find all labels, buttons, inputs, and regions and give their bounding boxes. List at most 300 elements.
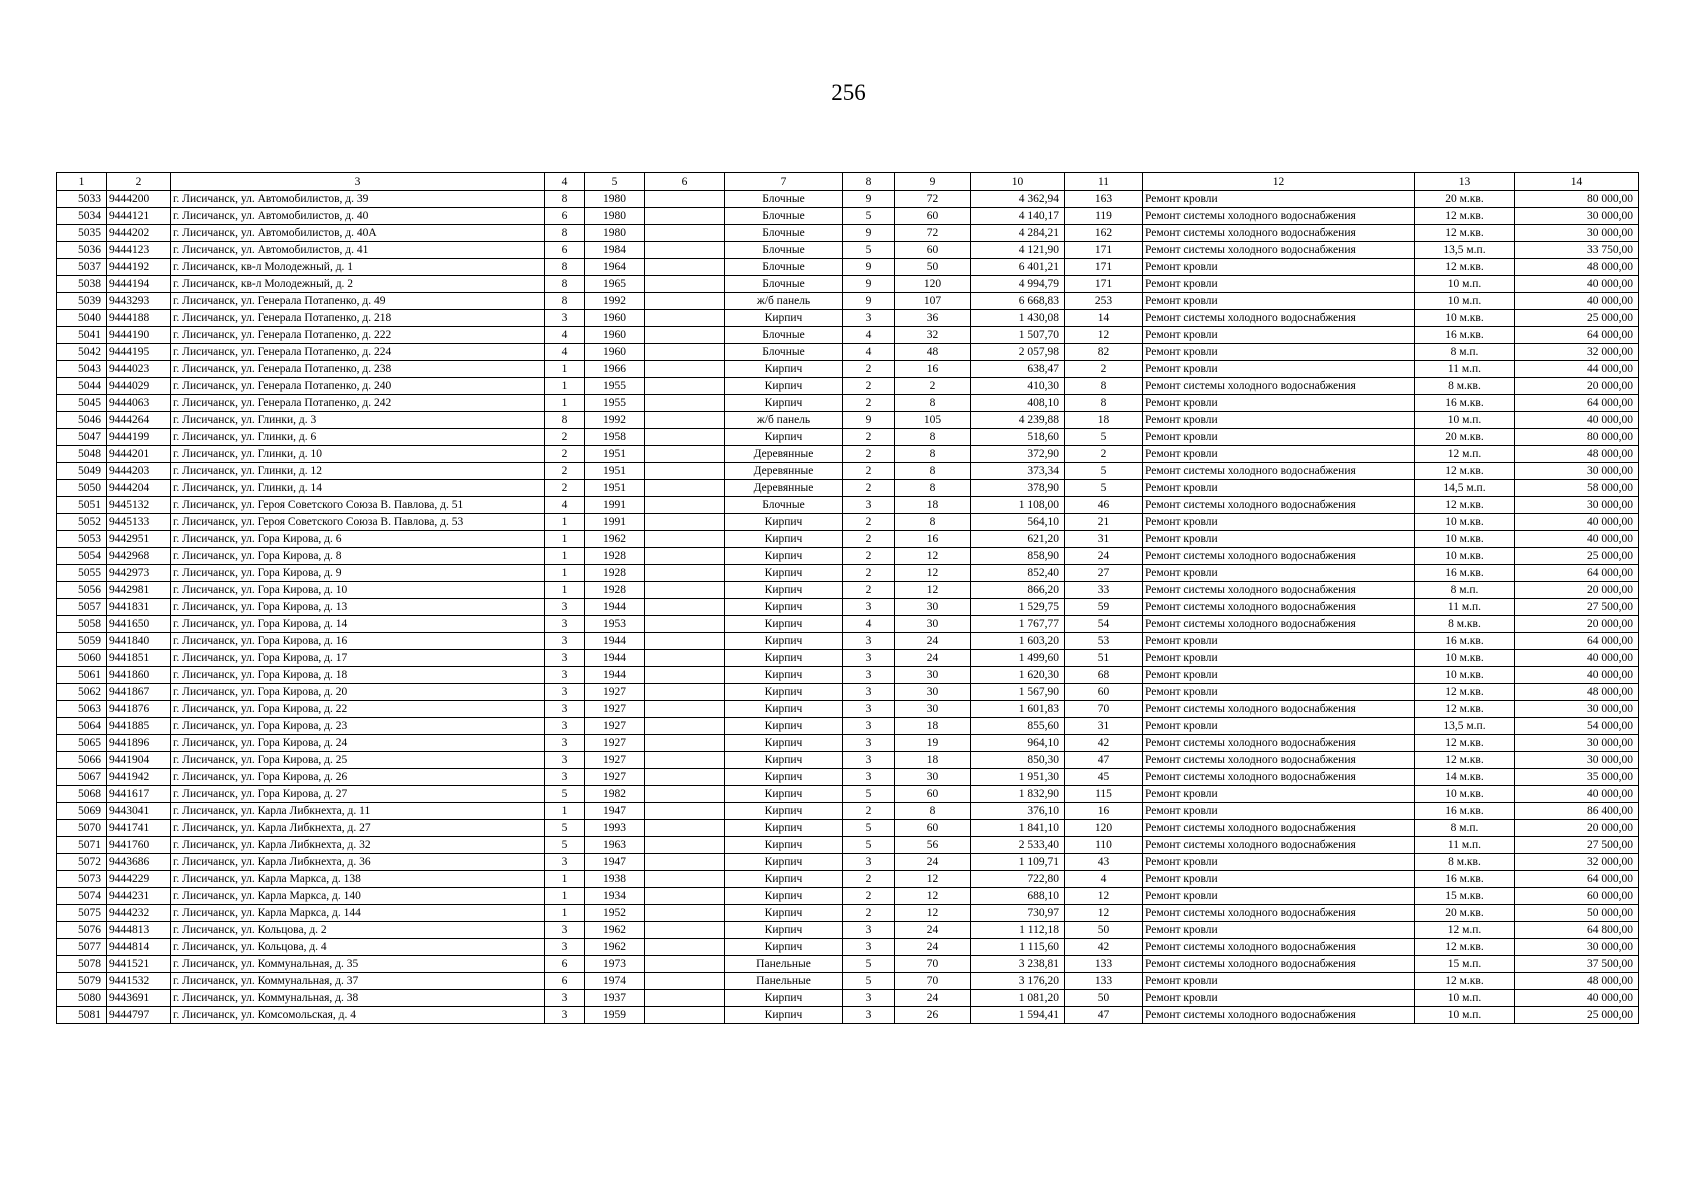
row-index-cell: 5046 — [57, 412, 107, 429]
apartments-cell: 30 — [895, 599, 971, 616]
repair-volume-cell: 10 м.п. — [1415, 276, 1515, 293]
floors-count-cell: 3 — [545, 718, 585, 735]
address-cell: г. Лисичанск, ул. Карла Маркса, д. 138 — [171, 871, 545, 888]
year-built-cell: 1992 — [585, 293, 645, 310]
apartments-cell: 70 — [895, 956, 971, 973]
residents-cell: 4 — [1065, 871, 1143, 888]
area-cell: 866,20 — [971, 582, 1065, 599]
wall-material-cell: Деревянные — [725, 463, 843, 480]
empty-col-cell — [645, 565, 725, 582]
address-cell: г. Лисичанск, ул. Генерала Потапенко, д. 49 — [171, 293, 545, 310]
empty-col-cell — [645, 225, 725, 242]
repair-cost-cell: 40 000,00 — [1515, 531, 1639, 548]
repair-volume-cell: 12 м.кв. — [1415, 701, 1515, 718]
building-code-cell: 9441876 — [107, 701, 171, 718]
row-index-cell: 5075 — [57, 905, 107, 922]
area-cell: 858,90 — [971, 548, 1065, 565]
building-code-cell: 9444063 — [107, 395, 171, 412]
year-built-cell: 1955 — [585, 395, 645, 412]
row-index-cell: 5061 — [57, 667, 107, 684]
floors-count-cell: 2 — [545, 446, 585, 463]
year-built-cell: 1962 — [585, 922, 645, 939]
storeys-cell: 2 — [843, 463, 895, 480]
table-row — [57, 463, 1639, 480]
building-code-cell: 9443686 — [107, 854, 171, 871]
table-row — [57, 429, 1639, 446]
empty-col-cell — [645, 752, 725, 769]
address-cell: г. Лисичанск, ул. Глинки, д. 12 — [171, 463, 545, 480]
empty-col-cell — [645, 191, 725, 208]
residents-cell: 115 — [1065, 786, 1143, 803]
empty-col-cell — [645, 956, 725, 973]
area-cell: 1 767,77 — [971, 616, 1065, 633]
empty-col-cell — [645, 837, 725, 854]
wall-material-cell: Блочные — [725, 276, 843, 293]
year-built-cell: 1958 — [585, 429, 645, 446]
repair-cost-cell: 32 000,00 — [1515, 854, 1639, 871]
repair-type-cell: Ремонт системы холодного водоснабжения — [1143, 225, 1415, 242]
residents-cell: 60 — [1065, 684, 1143, 701]
year-built-cell: 1993 — [585, 820, 645, 837]
wall-material-cell: Кирпич — [725, 650, 843, 667]
repair-volume-cell: 12 м.кв. — [1415, 752, 1515, 769]
residents-cell: 119 — [1065, 208, 1143, 225]
repair-cost-cell: 40 000,00 — [1515, 412, 1639, 429]
building-code-cell: 9444202 — [107, 225, 171, 242]
table-row — [57, 208, 1639, 225]
repair-cost-cell: 30 000,00 — [1515, 735, 1639, 752]
wall-material-cell: Блочные — [725, 259, 843, 276]
storeys-cell: 3 — [843, 939, 895, 956]
address-cell: г. Лисичанск, ул. Коммунальная, д. 38 — [171, 990, 545, 1007]
repair-type-cell: Ремонт системы холодного водоснабжения — [1143, 548, 1415, 565]
row-index-cell: 5043 — [57, 361, 107, 378]
wall-material-cell: Кирпич — [725, 752, 843, 769]
storeys-cell: 2 — [843, 565, 895, 582]
floors-count-cell: 1 — [545, 395, 585, 412]
table-row — [57, 837, 1639, 854]
row-index-cell: 5048 — [57, 446, 107, 463]
area-cell: 1 951,30 — [971, 769, 1065, 786]
wall-material-cell: Панельные — [725, 973, 843, 990]
row-index-cell: 5040 — [57, 310, 107, 327]
apartments-cell: 24 — [895, 650, 971, 667]
storeys-cell: 3 — [843, 310, 895, 327]
apartments-cell: 8 — [895, 480, 971, 497]
wall-material-cell: ж/б панель — [725, 412, 843, 429]
address-cell: г. Лисичанск, ул. Гора Кирова, д. 18 — [171, 667, 545, 684]
repair-volume-cell: 12 м.кв. — [1415, 735, 1515, 752]
repair-type-cell: Ремонт кровли — [1143, 888, 1415, 905]
row-index-cell: 5036 — [57, 242, 107, 259]
wall-material-cell: Кирпич — [725, 565, 843, 582]
address-cell: г. Лисичанск, ул. Гора Кирова, д. 16 — [171, 633, 545, 650]
address-cell: г. Лисичанск, ул. Коммунальная, д. 35 — [171, 956, 545, 973]
floors-count-cell: 2 — [545, 463, 585, 480]
building-code-cell: 9443691 — [107, 990, 171, 1007]
apartments-cell: 70 — [895, 973, 971, 990]
building-code-cell: 9444194 — [107, 276, 171, 293]
repair-cost-cell: 33 750,00 — [1515, 242, 1639, 259]
floors-count-cell: 4 — [545, 327, 585, 344]
residents-cell: 59 — [1065, 599, 1143, 616]
repair-type-cell: Ремонт системы холодного водоснабжения — [1143, 616, 1415, 633]
row-index-cell: 5050 — [57, 480, 107, 497]
residents-cell: 46 — [1065, 497, 1143, 514]
address-cell: г. Лисичанск, ул. Карла Либкнехта, д. 36 — [171, 854, 545, 871]
apartments-cell: 30 — [895, 769, 971, 786]
row-index-cell: 5065 — [57, 735, 107, 752]
wall-material-cell: Кирпич — [725, 514, 843, 531]
floors-count-cell: 3 — [545, 633, 585, 650]
wall-material-cell: Блочные — [725, 242, 843, 259]
year-built-cell: 1951 — [585, 446, 645, 463]
address-cell: г. Лисичанск, ул. Карла Маркса, д. 140 — [171, 888, 545, 905]
apartments-cell: 30 — [895, 616, 971, 633]
empty-col-cell — [645, 548, 725, 565]
column-header: 12 — [1143, 173, 1415, 191]
apartments-cell: 60 — [895, 208, 971, 225]
storeys-cell: 9 — [843, 412, 895, 429]
address-cell: г. Лисичанск, ул. Героя Советского Союза В. Павлова, д. 51 — [171, 497, 545, 514]
storeys-cell: 3 — [843, 599, 895, 616]
wall-material-cell: Блочные — [725, 191, 843, 208]
row-index-cell: 5039 — [57, 293, 107, 310]
repair-volume-cell: 8 м.п. — [1415, 344, 1515, 361]
empty-col-cell — [645, 480, 725, 497]
year-built-cell: 1973 — [585, 956, 645, 973]
address-cell: г. Лисичанск, ул. Генерала Потапенко, д. 222 — [171, 327, 545, 344]
address-cell: г. Лисичанск, ул. Кольцова, д. 2 — [171, 922, 545, 939]
table-row — [57, 803, 1639, 820]
storeys-cell: 9 — [843, 276, 895, 293]
repair-type-cell: Ремонт системы холодного водоснабжения — [1143, 378, 1415, 395]
area-cell: 638,47 — [971, 361, 1065, 378]
repair-volume-cell: 8 м.кв. — [1415, 854, 1515, 871]
row-index-cell: 5033 — [57, 191, 107, 208]
storeys-cell: 2 — [843, 361, 895, 378]
floors-count-cell: 3 — [545, 922, 585, 939]
repair-type-cell: Ремонт кровли — [1143, 395, 1415, 412]
row-index-cell: 5081 — [57, 1007, 107, 1024]
area-cell: 4 362,94 — [971, 191, 1065, 208]
table-row — [57, 701, 1639, 718]
repair-type-cell: Ремонт системы холодного водоснабжения — [1143, 599, 1415, 616]
table-row — [57, 633, 1639, 650]
area-cell: 1 108,00 — [971, 497, 1065, 514]
row-index-cell: 5042 — [57, 344, 107, 361]
wall-material-cell: Кирпич — [725, 803, 843, 820]
apartments-cell: 2 — [895, 378, 971, 395]
floors-count-cell: 3 — [545, 854, 585, 871]
floors-count-cell: 1 — [545, 531, 585, 548]
address-cell: г. Лисичанск, ул. Гора Кирова, д. 25 — [171, 752, 545, 769]
floors-count-cell: 3 — [545, 939, 585, 956]
repair-cost-cell: 48 000,00 — [1515, 684, 1639, 701]
address-cell: г. Лисичанск, ул. Глинки, д. 14 — [171, 480, 545, 497]
address-cell: г. Лисичанск, ул. Гора Кирова, д. 20 — [171, 684, 545, 701]
building-code-cell: 9444232 — [107, 905, 171, 922]
repair-cost-cell: 80 000,00 — [1515, 429, 1639, 446]
apartments-cell: 56 — [895, 837, 971, 854]
empty-col-cell — [645, 871, 725, 888]
row-index-cell: 5077 — [57, 939, 107, 956]
year-built-cell: 1947 — [585, 803, 645, 820]
year-built-cell: 1962 — [585, 531, 645, 548]
wall-material-cell: Кирпич — [725, 735, 843, 752]
repair-volume-cell: 16 м.кв. — [1415, 871, 1515, 888]
storeys-cell: 5 — [843, 956, 895, 973]
table-row — [57, 888, 1639, 905]
repair-type-cell: Ремонт кровли — [1143, 633, 1415, 650]
address-cell: г. Лисичанск, ул. Карла Маркса, д. 144 — [171, 905, 545, 922]
repair-type-cell: Ремонт кровли — [1143, 327, 1415, 344]
year-built-cell: 1928 — [585, 582, 645, 599]
storeys-cell: 4 — [843, 344, 895, 361]
building-code-cell: 9443041 — [107, 803, 171, 820]
repair-volume-cell: 12 м.кв. — [1415, 208, 1515, 225]
repair-cost-cell: 64 800,00 — [1515, 922, 1639, 939]
area-cell: 1 567,90 — [971, 684, 1065, 701]
empty-col-cell — [645, 939, 725, 956]
address-cell: г. Лисичанск, ул. Гора Кирова, д. 8 — [171, 548, 545, 565]
repair-type-cell: Ремонт кровли — [1143, 361, 1415, 378]
housing-repair-table — [56, 172, 1639, 1024]
table-row — [57, 735, 1639, 752]
apartments-cell: 50 — [895, 259, 971, 276]
wall-material-cell: Кирпич — [725, 1007, 843, 1024]
building-code-cell: 9441760 — [107, 837, 171, 854]
empty-col-cell — [645, 446, 725, 463]
empty-col-cell — [645, 344, 725, 361]
repair-volume-cell: 16 м.кв. — [1415, 803, 1515, 820]
storeys-cell: 9 — [843, 293, 895, 310]
address-cell: г. Лисичанск, ул. Гора Кирова, д. 13 — [171, 599, 545, 616]
repair-cost-cell: 50 000,00 — [1515, 905, 1639, 922]
wall-material-cell: Кирпич — [725, 922, 843, 939]
residents-cell: 12 — [1065, 327, 1143, 344]
floors-count-cell: 5 — [545, 837, 585, 854]
year-built-cell: 1963 — [585, 837, 645, 854]
floors-count-cell: 8 — [545, 293, 585, 310]
repair-type-cell: Ремонт системы холодного водоснабжения — [1143, 752, 1415, 769]
repair-type-cell: Ремонт кровли — [1143, 854, 1415, 871]
table-row — [57, 905, 1639, 922]
repair-volume-cell: 10 м.кв. — [1415, 310, 1515, 327]
floors-count-cell: 3 — [545, 769, 585, 786]
row-index-cell: 5058 — [57, 616, 107, 633]
building-code-cell: 9444199 — [107, 429, 171, 446]
building-code-cell: 9441885 — [107, 718, 171, 735]
repair-type-cell: Ремонт кровли — [1143, 191, 1415, 208]
repair-cost-cell: 64 000,00 — [1515, 395, 1639, 412]
address-cell: г. Лисичанск, ул. Автомобилистов, д. 40А — [171, 225, 545, 242]
column-header: 6 — [645, 173, 725, 191]
area-cell: 408,10 — [971, 395, 1065, 412]
storeys-cell: 5 — [843, 973, 895, 990]
floors-count-cell: 1 — [545, 905, 585, 922]
row-index-cell: 5049 — [57, 463, 107, 480]
row-index-cell: 5052 — [57, 514, 107, 531]
repair-cost-cell: 64 000,00 — [1515, 565, 1639, 582]
residents-cell: 12 — [1065, 905, 1143, 922]
address-cell: г. Лисичанск, ул. Гора Кирова, д. 14 — [171, 616, 545, 633]
repair-cost-cell: 37 500,00 — [1515, 956, 1639, 973]
repair-cost-cell: 86 400,00 — [1515, 803, 1639, 820]
year-built-cell: 1944 — [585, 667, 645, 684]
column-header: 4 — [545, 173, 585, 191]
year-built-cell: 1927 — [585, 769, 645, 786]
wall-material-cell: Кирпич — [725, 667, 843, 684]
wall-material-cell: Деревянные — [725, 446, 843, 463]
residents-cell: 70 — [1065, 701, 1143, 718]
repair-cost-cell: 64 000,00 — [1515, 871, 1639, 888]
repair-type-cell: Ремонт кровли — [1143, 259, 1415, 276]
repair-volume-cell: 14,5 м.п. — [1415, 480, 1515, 497]
building-code-cell: 9442968 — [107, 548, 171, 565]
storeys-cell: 3 — [843, 735, 895, 752]
apartments-cell: 72 — [895, 191, 971, 208]
area-cell: 852,40 — [971, 565, 1065, 582]
table-row — [57, 752, 1639, 769]
row-index-cell: 5047 — [57, 429, 107, 446]
floors-count-cell: 2 — [545, 480, 585, 497]
residents-cell: 50 — [1065, 922, 1143, 939]
residents-cell: 18 — [1065, 412, 1143, 429]
repair-cost-cell: 27 500,00 — [1515, 837, 1639, 854]
wall-material-cell: Кирпич — [725, 684, 843, 701]
building-code-cell: 9441904 — [107, 752, 171, 769]
building-code-cell: 9441617 — [107, 786, 171, 803]
repair-volume-cell: 12 м.кв. — [1415, 939, 1515, 956]
table-row — [57, 854, 1639, 871]
repair-volume-cell: 10 м.кв. — [1415, 531, 1515, 548]
row-index-cell: 5034 — [57, 208, 107, 225]
year-built-cell: 1974 — [585, 973, 645, 990]
building-code-cell: 9444023 — [107, 361, 171, 378]
area-cell: 1 832,90 — [971, 786, 1065, 803]
storeys-cell: 2 — [843, 803, 895, 820]
repair-volume-cell: 11 м.п. — [1415, 599, 1515, 616]
empty-col-cell — [645, 650, 725, 667]
residents-cell: 47 — [1065, 752, 1143, 769]
floors-count-cell: 5 — [545, 820, 585, 837]
year-built-cell: 1962 — [585, 939, 645, 956]
area-cell: 518,60 — [971, 429, 1065, 446]
row-index-cell: 5045 — [57, 395, 107, 412]
table-row — [57, 939, 1639, 956]
apartments-cell: 8 — [895, 803, 971, 820]
table-row — [57, 293, 1639, 310]
year-built-cell: 1960 — [585, 344, 645, 361]
area-cell: 1 594,41 — [971, 1007, 1065, 1024]
area-cell: 855,60 — [971, 718, 1065, 735]
apartments-cell: 8 — [895, 446, 971, 463]
repair-type-cell: Ремонт системы холодного водоснабжения — [1143, 837, 1415, 854]
repair-type-cell: Ремонт кровли — [1143, 429, 1415, 446]
row-index-cell: 5067 — [57, 769, 107, 786]
building-code-cell: 9441521 — [107, 956, 171, 973]
storeys-cell: 5 — [843, 208, 895, 225]
repair-type-cell: Ремонт кровли — [1143, 990, 1415, 1007]
residents-cell: 82 — [1065, 344, 1143, 361]
wall-material-cell: Кирпич — [725, 633, 843, 650]
floors-count-cell: 1 — [545, 378, 585, 395]
table-row — [57, 599, 1639, 616]
floors-count-cell: 3 — [545, 1007, 585, 1024]
table-row — [57, 718, 1639, 735]
row-index-cell: 5060 — [57, 650, 107, 667]
row-index-cell: 5068 — [57, 786, 107, 803]
repair-type-cell: Ремонт кровли — [1143, 293, 1415, 310]
year-built-cell: 1928 — [585, 548, 645, 565]
wall-material-cell: Кирпич — [725, 548, 843, 565]
empty-col-cell — [645, 973, 725, 990]
storeys-cell: 2 — [843, 582, 895, 599]
repair-volume-cell: 20 м.кв. — [1415, 191, 1515, 208]
storeys-cell: 5 — [843, 837, 895, 854]
table-row — [57, 327, 1639, 344]
repair-cost-cell: 30 000,00 — [1515, 497, 1639, 514]
wall-material-cell: Кирпич — [725, 939, 843, 956]
row-index-cell: 5076 — [57, 922, 107, 939]
empty-col-cell — [645, 1007, 725, 1024]
storeys-cell: 3 — [843, 497, 895, 514]
building-code-cell: 9441831 — [107, 599, 171, 616]
area-cell: 4 140,17 — [971, 208, 1065, 225]
area-cell: 1 841,10 — [971, 820, 1065, 837]
repair-volume-cell: 16 м.кв. — [1415, 327, 1515, 344]
floors-count-cell: 3 — [545, 310, 585, 327]
repair-volume-cell: 12 м.п. — [1415, 446, 1515, 463]
table-row — [57, 786, 1639, 803]
empty-col-cell — [645, 378, 725, 395]
building-code-cell: 9444813 — [107, 922, 171, 939]
empty-col-cell — [645, 888, 725, 905]
area-cell: 410,30 — [971, 378, 1065, 395]
year-built-cell: 1952 — [585, 905, 645, 922]
table-row — [57, 582, 1639, 599]
repair-cost-cell: 25 000,00 — [1515, 1007, 1639, 1024]
area-cell: 850,30 — [971, 752, 1065, 769]
area-cell: 2 057,98 — [971, 344, 1065, 361]
empty-col-cell — [645, 922, 725, 939]
floors-count-cell: 4 — [545, 497, 585, 514]
row-index-cell: 5078 — [57, 956, 107, 973]
residents-cell: 253 — [1065, 293, 1143, 310]
apartments-cell: 12 — [895, 565, 971, 582]
repair-volume-cell: 8 м.п. — [1415, 582, 1515, 599]
row-index-cell: 5079 — [57, 973, 107, 990]
floors-count-cell: 8 — [545, 412, 585, 429]
residents-cell: 5 — [1065, 429, 1143, 446]
table-row — [57, 684, 1639, 701]
storeys-cell: 3 — [843, 854, 895, 871]
residents-cell: 51 — [1065, 650, 1143, 667]
building-code-cell: 9444201 — [107, 446, 171, 463]
area-cell: 3 176,20 — [971, 973, 1065, 990]
building-code-cell: 9445132 — [107, 497, 171, 514]
address-cell: г. Лисичанск, ул. Гора Кирова, д. 26 — [171, 769, 545, 786]
floors-count-cell: 1 — [545, 565, 585, 582]
empty-col-cell — [645, 718, 725, 735]
apartments-cell: 18 — [895, 718, 971, 735]
area-cell: 6 668,83 — [971, 293, 1065, 310]
repair-volume-cell: 16 м.кв. — [1415, 633, 1515, 650]
table-row — [57, 1007, 1639, 1024]
area-cell: 373,34 — [971, 463, 1065, 480]
apartments-cell: 18 — [895, 497, 971, 514]
